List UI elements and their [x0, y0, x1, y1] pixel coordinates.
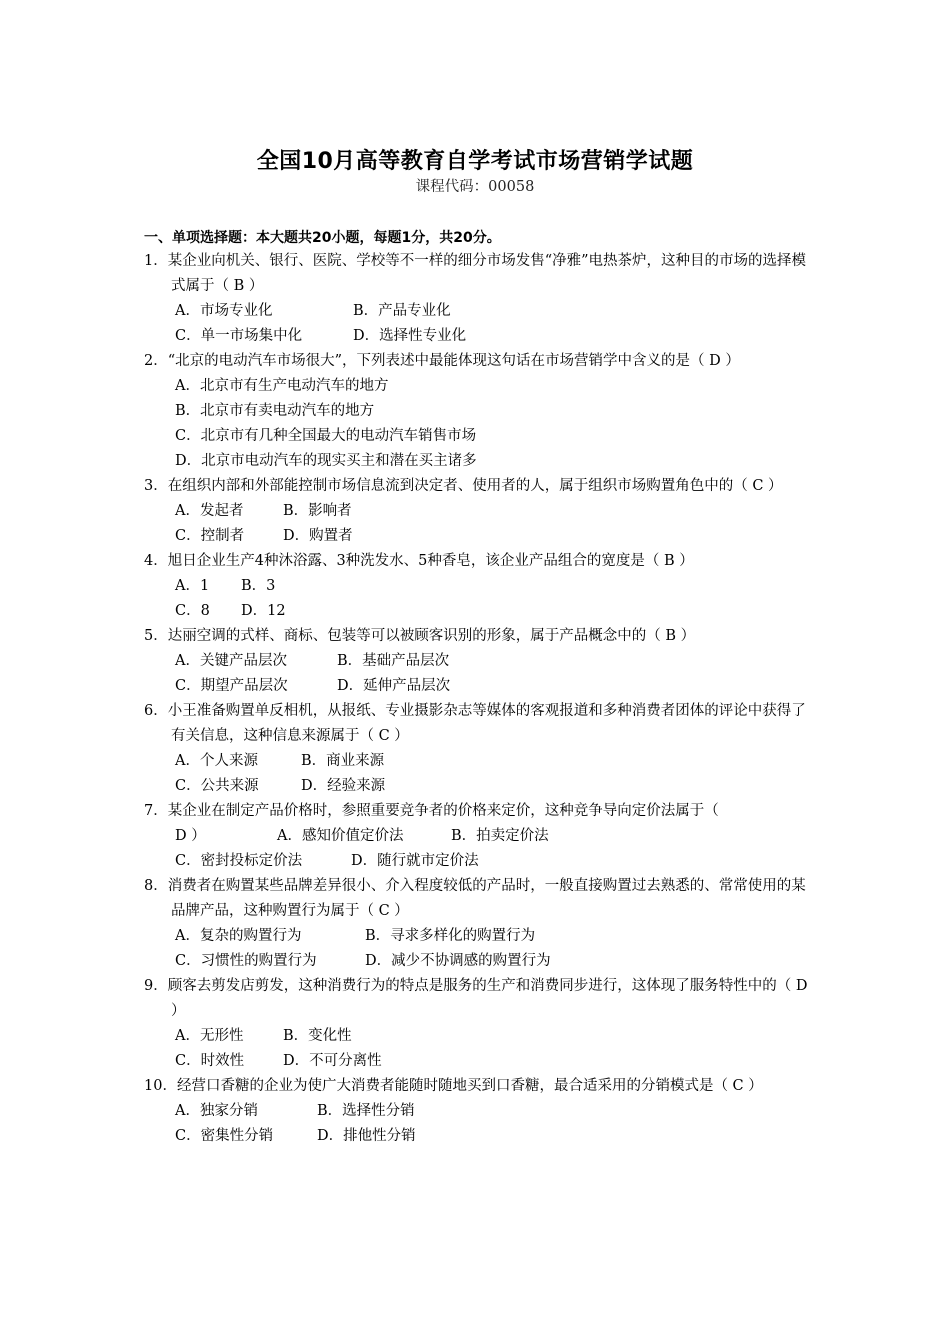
option-line	[144, 774, 812, 799]
option: A．复杂的购置行为	[175, 928, 302, 944]
option-line	[144, 524, 812, 549]
option: A．关键产品层次	[175, 653, 287, 669]
question-10	[144, 1074, 812, 1149]
option-line: C．北京市有几种全国最大的电动汽车销售市场	[175, 428, 477, 444]
option: A．个人来源	[175, 753, 258, 769]
option: B．选择性分销	[317, 1103, 415, 1119]
option: B．变化性	[283, 1028, 352, 1044]
question-stem: 2．“北京的电动汽车市场很大”，下列表述中最能体现这句话在市场营销学中含义的是（ D ）	[144, 353, 740, 369]
option: C．密封投标定价法	[175, 853, 303, 869]
question-5	[144, 624, 812, 699]
option: D．延伸产品层次	[337, 678, 451, 694]
question-stem: 1．某企业向机关、银行、医院、学校等不一样的细分市场发售“净雅”电热茶炉，这种目的市场的选择模式属于（ B ）	[144, 253, 807, 294]
option: C．公共来源	[175, 778, 259, 794]
question-7	[144, 799, 812, 874]
course-code: 课程代码：00058	[415, 179, 535, 195]
question-9	[144, 974, 812, 1074]
option: A．感知价值定价法	[277, 828, 404, 844]
option: C．期望产品层次	[175, 678, 288, 694]
question-4	[144, 549, 812, 624]
option: C．时效性	[175, 1053, 245, 1069]
option-line	[144, 824, 812, 849]
option: D．经验来源	[301, 778, 386, 794]
option: D．购置者	[283, 528, 353, 544]
question-6	[144, 699, 812, 799]
question-2	[144, 349, 812, 474]
question-list	[144, 249, 812, 1149]
option: B．拍卖定价法	[451, 828, 549, 844]
option-line	[144, 949, 812, 974]
option: B．基础产品层次	[337, 653, 450, 669]
option: C．习惯性的购置行为	[175, 953, 317, 969]
option: C．密集性分销	[175, 1128, 274, 1144]
option: B．商业来源	[301, 753, 385, 769]
question-stem: 5．达丽空调的式样、商标、包装等可以被顾客识别的形象，属于产品概念中的（ B ）	[144, 628, 696, 644]
question-stem: 6．小王准备购置单反相机，从报纸、专业摄影杂志等媒体的客观报道和多种消费者团体的评论中获得了有关信息，这种信息来源属于（ C ）	[144, 703, 806, 744]
option: A．1	[175, 578, 210, 594]
question-3	[144, 474, 812, 549]
page-title: 全国10月高等教育自学考试市场营销学试题	[256, 149, 694, 174]
question-stem: 4．旭日企业生产4种沐浴露、3种洗发水、5种香皂，该企业产品组合的宽度是（ B ）	[144, 553, 694, 569]
option-line	[144, 1024, 812, 1049]
option: B．3	[241, 578, 276, 594]
option-line	[144, 924, 812, 949]
option-line	[144, 1099, 812, 1124]
option-line	[144, 324, 812, 349]
option-line	[144, 299, 812, 324]
question-stem: 3．在组织内部和外部能控制市场信息流到决定者、使用者的人，属于组织市场购置角色中的（ C ）	[144, 478, 783, 494]
question-stem: 10．经营口香糖的企业为使广大消费者能随时随地买到口香糖，最合适采用的分销模式是（ C ）	[144, 1078, 763, 1094]
option: A．独家分销	[175, 1103, 258, 1119]
option-line: A．北京市有生产电动汽车的地方	[175, 378, 389, 394]
option-line: B．北京市有卖电动汽车的地方	[175, 403, 375, 419]
option: A．无形性	[175, 1028, 244, 1044]
option: D．选择性专业化	[353, 328, 467, 344]
option: B．产品专业化	[353, 303, 451, 319]
option: D．12	[241, 603, 286, 619]
option: D．减少不协调感的购置行为	[365, 953, 551, 969]
question-stem: 7．某企业在制定产品价格时，参照重要竞争者的价格来定价，这种竞争导向定价法属于（	[144, 803, 719, 819]
option-line	[144, 499, 812, 524]
question-1	[144, 249, 812, 349]
option-line	[144, 1049, 812, 1074]
option: C．控制者	[175, 528, 245, 544]
option-line	[144, 849, 812, 874]
option: B．寻求多样化的购置行为	[365, 928, 536, 944]
option-line	[144, 749, 812, 774]
option: A．市场专业化	[175, 303, 273, 319]
option: D．不可分离性	[283, 1053, 382, 1069]
question-stem: 9．顾客去剪发店剪发，这种消费行为的特点是服务的生产和消费同步进行，这体现了服务特性中的（ D ）	[144, 978, 808, 1019]
option: D ）	[175, 828, 206, 844]
option-line	[144, 1124, 812, 1149]
option: A．发起者	[175, 503, 244, 519]
option: D．随行就市定价法	[351, 853, 479, 869]
question-stem: 8．消费者在购置某些品牌差异很小、介入程度较低的产品时，一般直接购置过去熟悉的、常常使用的某品牌产品，这种购置行为属于（ C ）	[144, 878, 806, 919]
option-line: D．北京市电动汽车的现实买主和潜在买主诸多	[175, 453, 477, 469]
option-line	[144, 674, 812, 699]
section-heading: 一、单项选择题：本大题共20小题，每题1分，共20分。	[144, 230, 501, 246]
option: B．影响者	[283, 503, 352, 519]
option-line	[144, 574, 812, 599]
option: C．单一市场集中化	[175, 328, 303, 344]
option-line	[144, 599, 812, 624]
question-8	[144, 874, 812, 974]
option: C．8	[175, 603, 210, 619]
option: D．排他性分销	[317, 1128, 416, 1144]
option-line	[144, 649, 812, 674]
